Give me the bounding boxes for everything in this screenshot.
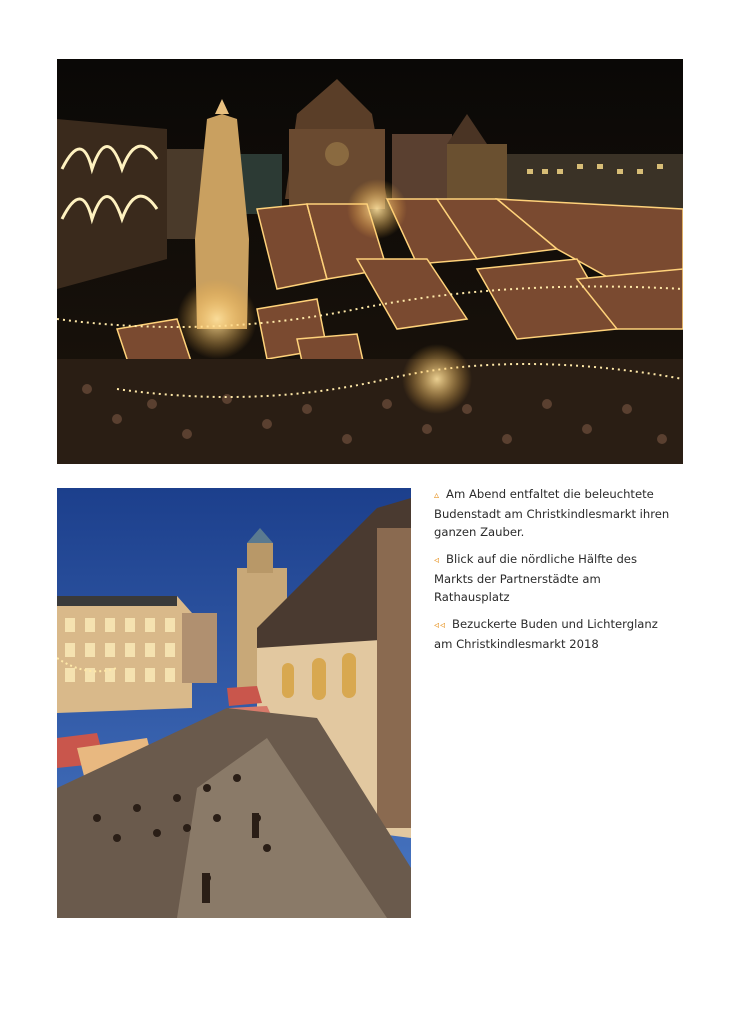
captions: [434, 485, 674, 662]
caption-3: [434, 615, 674, 653]
caption-marker-left-icon: ◃: [434, 555, 441, 566]
caption-1-text: Am Abend entfaltet die beleuchtete Budenstadt am Christkindlesmarkt ihren ganzen Zauber.: [434, 487, 670, 539]
photo-market-street: [57, 488, 411, 918]
photo-market-night-illustration: [57, 59, 683, 464]
caption-1: [434, 485, 674, 541]
caption-marker-up-icon: ▵: [434, 490, 441, 501]
photo-market-street-illustration: [57, 488, 411, 918]
caption-3-text: Bezuckerte Buden und Lichterglanz am Christkindlesmarkt 2018: [434, 617, 658, 651]
caption-2: [434, 550, 674, 606]
photo-market-night: [57, 59, 683, 464]
caption-marker-double-left-icon: ◃◃: [434, 620, 447, 631]
caption-2-text: Blick auf die nördliche Hälfte des Markts der Partnerstädte am Rathausplatz: [434, 552, 637, 604]
